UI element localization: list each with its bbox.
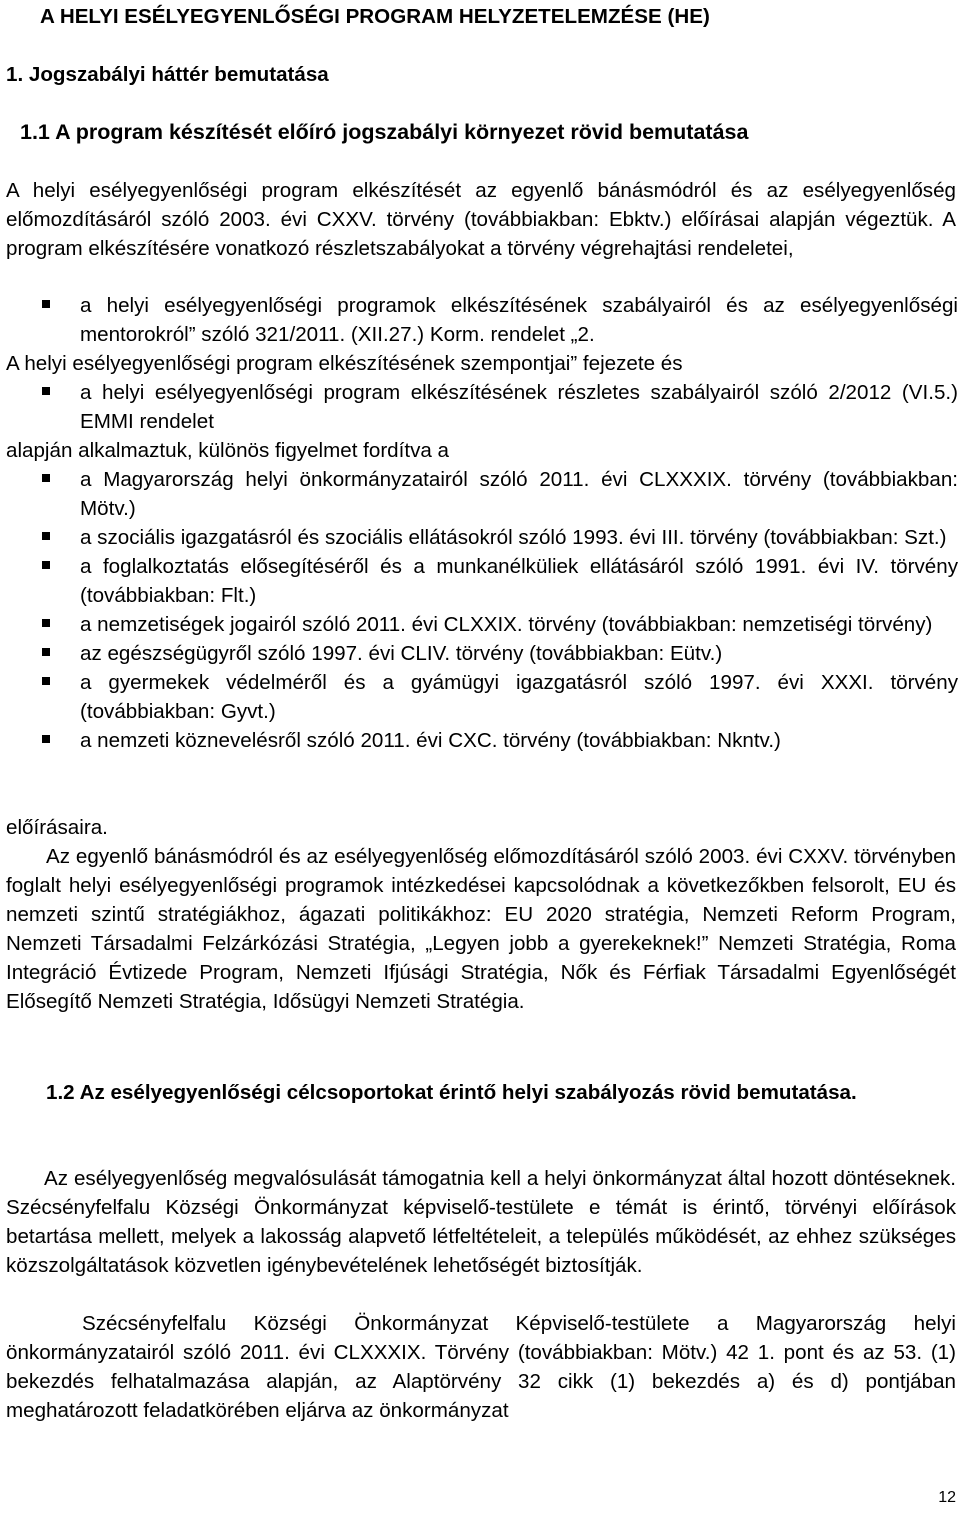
list-item [6, 552, 958, 610]
list-item-text: a Magyarország helyi önkormányzatairól szóló 2011. évi CLXXXIX. törvény (továbbiakban: Mötv.) [80, 468, 958, 520]
regulation-list-2 [6, 378, 958, 436]
bullet-square-icon [42, 677, 50, 685]
list-item [6, 610, 958, 639]
section-heading-1-2: 1.2 Az esélyegyenlőségi célcsoportokat érintő helyi szabályozás rövid bemutatása. [46, 1081, 857, 1104]
list-item [6, 465, 958, 523]
bullet-square-icon [42, 387, 50, 395]
page-number: 12 [938, 1489, 956, 1506]
laws-tail: előírásaira. [6, 816, 108, 839]
list-item-text: a helyi esélyegyenlőségi programok elkészítésének szabályairól és az esélyegyenlőségi mentorokról” szóló 321/2011. (XII.27.) Korm. rendelet „2. [80, 294, 958, 346]
list-item-text: az egészségügyről szóló 1997. évi CLIV. törvény (továbbiakban: Eütv.) [80, 642, 723, 665]
list-item-text: a foglalkoztatás elősegítéséről és a munkanélküliek ellátásáról szóló 1991. évi IV. törvény (továbbiakban: Flt.) [80, 555, 958, 607]
section-heading-1: 1. Jogszabályi háttér bemutatása [6, 63, 329, 86]
list-item [6, 726, 958, 755]
list-item [6, 291, 958, 349]
list-item-text: a nemzeti köznevelésről szóló 2011. évi CXC. törvény (továbbiakban: Nkntv.) [80, 729, 781, 752]
bullet-square-icon [42, 619, 50, 627]
bullet-square-icon [42, 300, 50, 308]
list-item-text: a gyermekek védelméről és a gyámügyi igazgatásról szóló 1997. évi XXXI. törvény (továbbiakban: Gyvt.) [80, 671, 958, 723]
bullet-square-icon [42, 532, 50, 540]
section-heading-1-1: 1.1 A program készítését előíró jogszabályi környezet rövid bemutatása [20, 120, 749, 144]
list-item [6, 668, 958, 726]
bullet-square-icon [42, 735, 50, 743]
applied-intro: alapján alkalmaztuk, különös figyelmet fordítva a [6, 439, 449, 462]
intro-paragraph: A helyi esélyegyenlőségi program elkészítését az egyenlő bánásmódról és az esélyegyenlőség előmozdításáról szóló 2003. évi CXXV. törvény (továbbiakban: Ebktv.) előírásai alapján végeztük. A program elkészítésére vonatkozó részletszabályokat a törvény végrehajtási rendeletei, [6, 179, 956, 260]
document-title: A HELYI ESÉLYEGYENLŐSÉGI PROGRAM HELYZETELEMZÉSE (HE) [40, 5, 710, 28]
list-item [6, 639, 958, 668]
law-list [6, 465, 958, 755]
list-item [6, 523, 958, 552]
local-paragraph-2: Szécsényfelfalu Községi Önkormányzat Képviselő-testülete a Magyarország helyi önkormányzatairól szóló 2011. évi CLXXXIX. Törvény (továbbiakban: Mötv.) 42 1. pont és az 53. (1) bekezdés felhatalmazása alapján, az Alaptörvény 32 cikk (1) bekezdés a) és d) pontjában meghatározott feladatkörében eljárva az önkormányzat [6, 1312, 956, 1422]
list-item-text: a nemzetiségek jogairól szóló 2011. évi CLXXIX. törvény (továbbiakban: nemzetiségi törvény) [80, 613, 933, 636]
list-item-text: a szociális igazgatásról és szociális ellátásokról szóló 1993. évi III. törvény (továbbiakban: Szt.) [80, 526, 947, 549]
regulation-list-1 [6, 291, 958, 349]
local-paragraph-1: Az esélyegyenlőség megvalósulását támogatnia kell a helyi önkormányzat által hozott döntéseknek. Szécsényfelfalu Községi Önkormányzat képviselő-testülete e témát is érintő, törvényi előírások betartása mellett, melyek a lakosság alapvető létfeltételeit, a település működését, az ehhez szükséges közszolgáltatások közvetlen igénybevételének lehetőségét biztosítják. [6, 1167, 956, 1277]
regulation-continuation: A helyi esélyegyenlőségi program elkészítésének szempontjai” fejezete és [6, 352, 683, 375]
list-item-text: a helyi esélyegyenlőségi program elkészítésének részletes szabályairól szóló 2/2012 (VI.5.) EMMI rendelet [80, 381, 958, 433]
strategy-paragraph: Az egyenlő bánásmódról és az esélyegyenlőség előmozdításáról szóló 2003. évi CXXV. törvényben foglalt helyi esélyegyenlőségi programok intézkedései kapcsolódnak a következőkben felsorolt, EU és nemzeti szintű stratégiákhoz, ágazati politikákhoz: EU 2020 stratégia, Nemzeti Reform Program, Nemzeti Társadalmi Felzárkózási Stratégia, „Legyen jobb a gyerekeknek!” Nemzeti Stratégia, Roma Integráció Évtizede Program, Nemzeti Ifjúsági Stratégia, Nők és Férfiak Társadalmi Egyenlőségét Elősegítő Nemzeti Stratégia, Idősügyi Nemzeti Stratégia. [6, 845, 956, 1013]
list-item [6, 378, 958, 436]
bullet-square-icon [42, 474, 50, 482]
bullet-square-icon [42, 648, 50, 656]
bullet-square-icon [42, 561, 50, 569]
